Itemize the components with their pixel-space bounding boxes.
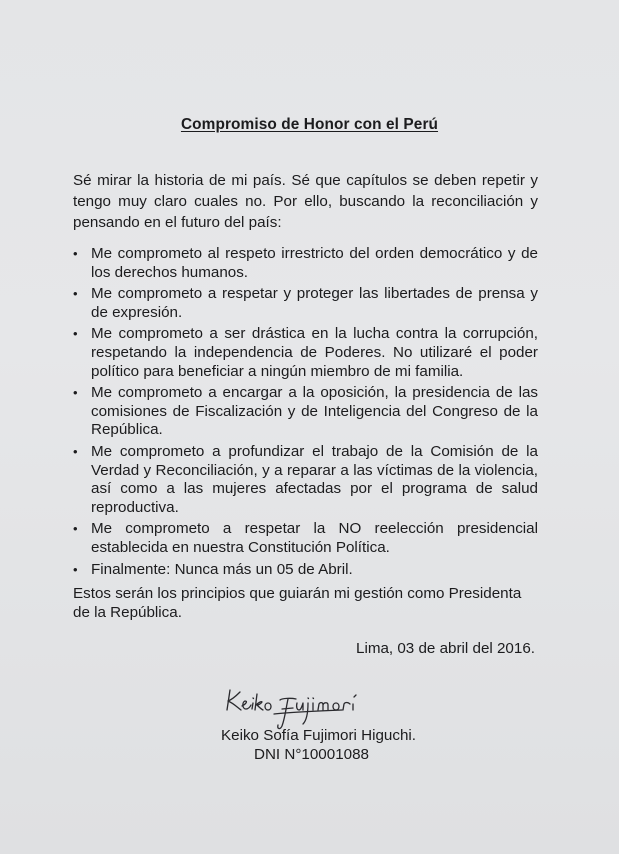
list-item bbox=[73, 285, 538, 322]
pledge-text: Finalmente: Nunca más un 05 de Abril. bbox=[91, 560, 353, 578]
bullet-icon: • bbox=[73, 521, 78, 537]
signature-icon bbox=[222, 676, 392, 732]
pledge-text: Me comprometo al respeto irrestricto del orden democrático y de los derechos humanos. bbox=[91, 245, 538, 281]
closing-paragraph: Estos serán los principios que guiarán mi gestión como Presidenta de la República. bbox=[73, 585, 522, 621]
pledge-list bbox=[73, 245, 538, 582]
pledge-text: Me comprometo a respetar la NO reelección presidencial establecida en nuestra Constitución Política. bbox=[91, 520, 538, 556]
bullet-icon: • bbox=[73, 443, 78, 459]
pledge-text: Me comprometo a profundizar el trabajo de la Comisión de la Verdad y Reconciliación, y a reparar a las víctimas de la violencia, así como a las mujeres afectadas por el programa de salud reproductiva. bbox=[91, 442, 538, 516]
pledge-text: Me comprometo a encargar a la oposición, la presidencia de las comisiones de Fiscalización y de Inteligencia del Congreso de la República. bbox=[91, 384, 538, 439]
bullet-icon: • bbox=[73, 385, 78, 401]
bullet-icon: • bbox=[73, 246, 78, 261]
bullet-icon: • bbox=[73, 561, 78, 577]
list-item bbox=[73, 561, 538, 580]
signer-name: Keiko Sofía Fujimori Higuchi. bbox=[221, 727, 416, 744]
bullet-icon: • bbox=[73, 286, 78, 302]
list-item bbox=[73, 384, 538, 440]
list-item bbox=[73, 245, 538, 282]
intro-paragraph: Sé mirar la historia de mi país. Sé que capítulos se deben repetir y tengo muy claro cuales no. Por ello, buscando la reconciliación y pensando en el futuro del país: bbox=[73, 172, 538, 231]
signer-id-number: DNI N°10001088 bbox=[254, 746, 369, 763]
list-item bbox=[73, 443, 538, 517]
list-item bbox=[73, 520, 538, 557]
dateline: Lima, 03 de abril del 2016. bbox=[356, 640, 535, 657]
document-title: Compromiso de Honor con el Perú bbox=[180, 116, 439, 133]
pledge-text: Me comprometo a respetar y proteger las libertades de prensa y de expresión. bbox=[91, 285, 538, 321]
bullet-icon: • bbox=[73, 326, 78, 342]
list-item bbox=[73, 325, 538, 381]
pledge-text: Me comprometo a ser drástica en la lucha contra la corrupción, respetando la independencia de Poderes. No utilizaré el poder político para beneficiar a ningún miembro de mi familia. bbox=[91, 325, 538, 380]
